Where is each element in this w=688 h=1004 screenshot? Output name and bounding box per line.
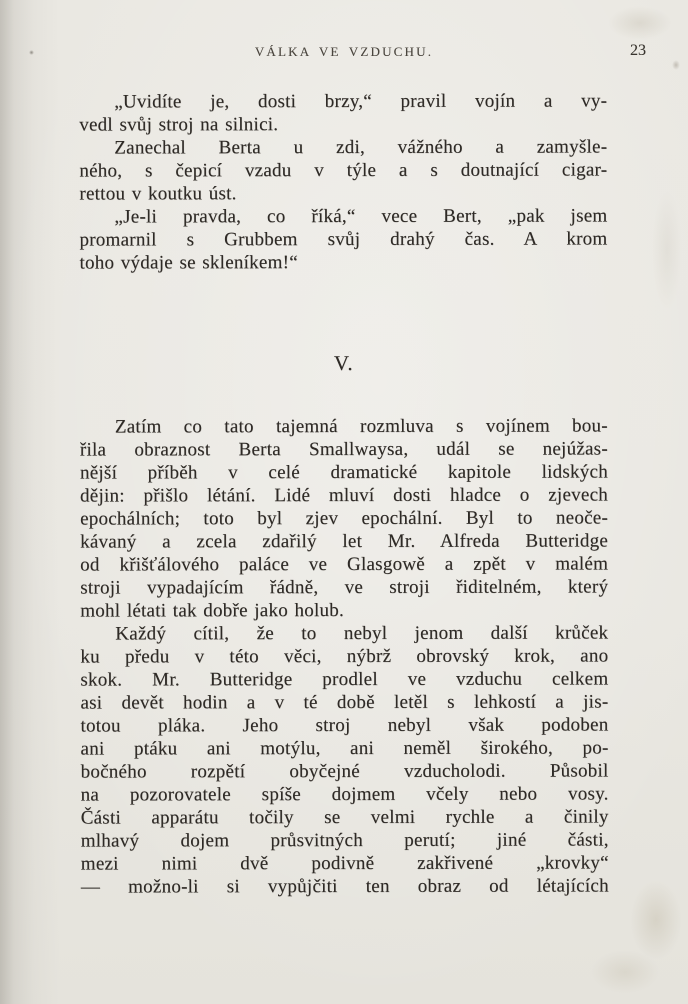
text-line: skok. Mr. Butteridge prodlel ve vzduchu celkem	[80, 668, 609, 691]
text-line: Části apparátu točily se velmi rychle a činily	[80, 806, 609, 829]
text-line: ku předu v této věci, nýbrž obrovský krok, ano	[80, 645, 609, 668]
text-line: stroji vypadajícím řádně, ve stroji řiditelném, který	[80, 576, 609, 599]
text-line: — možno-li si vypůjčiti ten obraz od létajících	[80, 875, 609, 898]
text-line: Každý cítil, že to nebyl jenom další krůček	[115, 622, 609, 645]
text-line: mohl létati tak dobře jako holub.	[80, 600, 345, 622]
text-line: asi devět hodin a v té době letěl s lehkostí a jis-	[80, 691, 609, 714]
scan-stain	[630, 880, 682, 960]
text-line: totou pláka. Jeho stroj nebyl však podoben	[80, 714, 609, 737]
scan-stain	[652, 190, 682, 310]
text-line: ani ptáku ani motýlu, ani neměl širokého, po-	[80, 737, 609, 760]
text-line: epochálních; toto byl zjev epochální. Byl to neoče-	[80, 507, 609, 530]
text-line: nější příběh v celé dramatické kapitole lidských	[79, 461, 608, 484]
section-heading: V.	[333, 350, 354, 376]
text-line: toho výdaje se skleníkem!“	[79, 252, 298, 274]
text-line: vedl svůj stroj na silnici.	[79, 114, 279, 136]
text-line: mezi nimi dvě podivně zakřivené „krovky“	[80, 852, 609, 875]
text-line: bočného rozpětí obyčejné vzducholodi. Působil	[80, 760, 609, 783]
page-header	[80, 42, 646, 66]
paragraph	[80, 414, 608, 622]
text-line: rettou v koutku úst.	[79, 183, 237, 205]
text-line: Zatím co tato tajemná rozmluva s vojínem bou-	[114, 415, 608, 438]
text-line: „Uvidíte je, dosti brzy,“ pravil vojín a vy-	[114, 90, 608, 113]
paragraph	[79, 204, 607, 274]
page-number: 23	[630, 42, 646, 59]
paragraph	[80, 621, 609, 898]
paragraph	[79, 89, 607, 136]
text-line: mlhavý dojem průsvitných perutí; jiné části,	[80, 829, 609, 852]
scan-stain	[590, 950, 660, 994]
scan-smudge	[608, 6, 672, 40]
paragraph	[79, 135, 607, 205]
text-line: ného, s čepicí vzadu v týle a s doutnající cigar-	[79, 159, 608, 182]
scan-speck	[29, 50, 34, 55]
scan-speck	[672, 60, 680, 70]
running-title: VÁLKA VE VZDUCHU.	[254, 44, 434, 59]
text-line: řila obraznost Berta Smallwaysa, udál se nejúžas-	[79, 438, 608, 461]
text-line: kávaný a zcela zdařilý let Mr. Alfreda Butteridge	[80, 530, 609, 553]
text-line: Zanechal Berta u zdi, vážného a zamyšle-	[114, 136, 608, 159]
text-line: na pozorovatele spíše dojmem včely nebo vosy.	[80, 783, 609, 806]
text-line: promarnil s Grubbem svůj drahý čas. A krom	[79, 228, 608, 251]
text-block	[79, 89, 609, 898]
text-line: „Je-li pravda, co říká,“ vece Bert, „pak jsem	[114, 205, 608, 228]
text-line: od křišťálového paláce ve Glasgowě a zpět v malém	[80, 553, 609, 576]
text-line: dějin: přišlo létání. Lidé mluví dosti hladce o zjevech	[79, 484, 609, 507]
